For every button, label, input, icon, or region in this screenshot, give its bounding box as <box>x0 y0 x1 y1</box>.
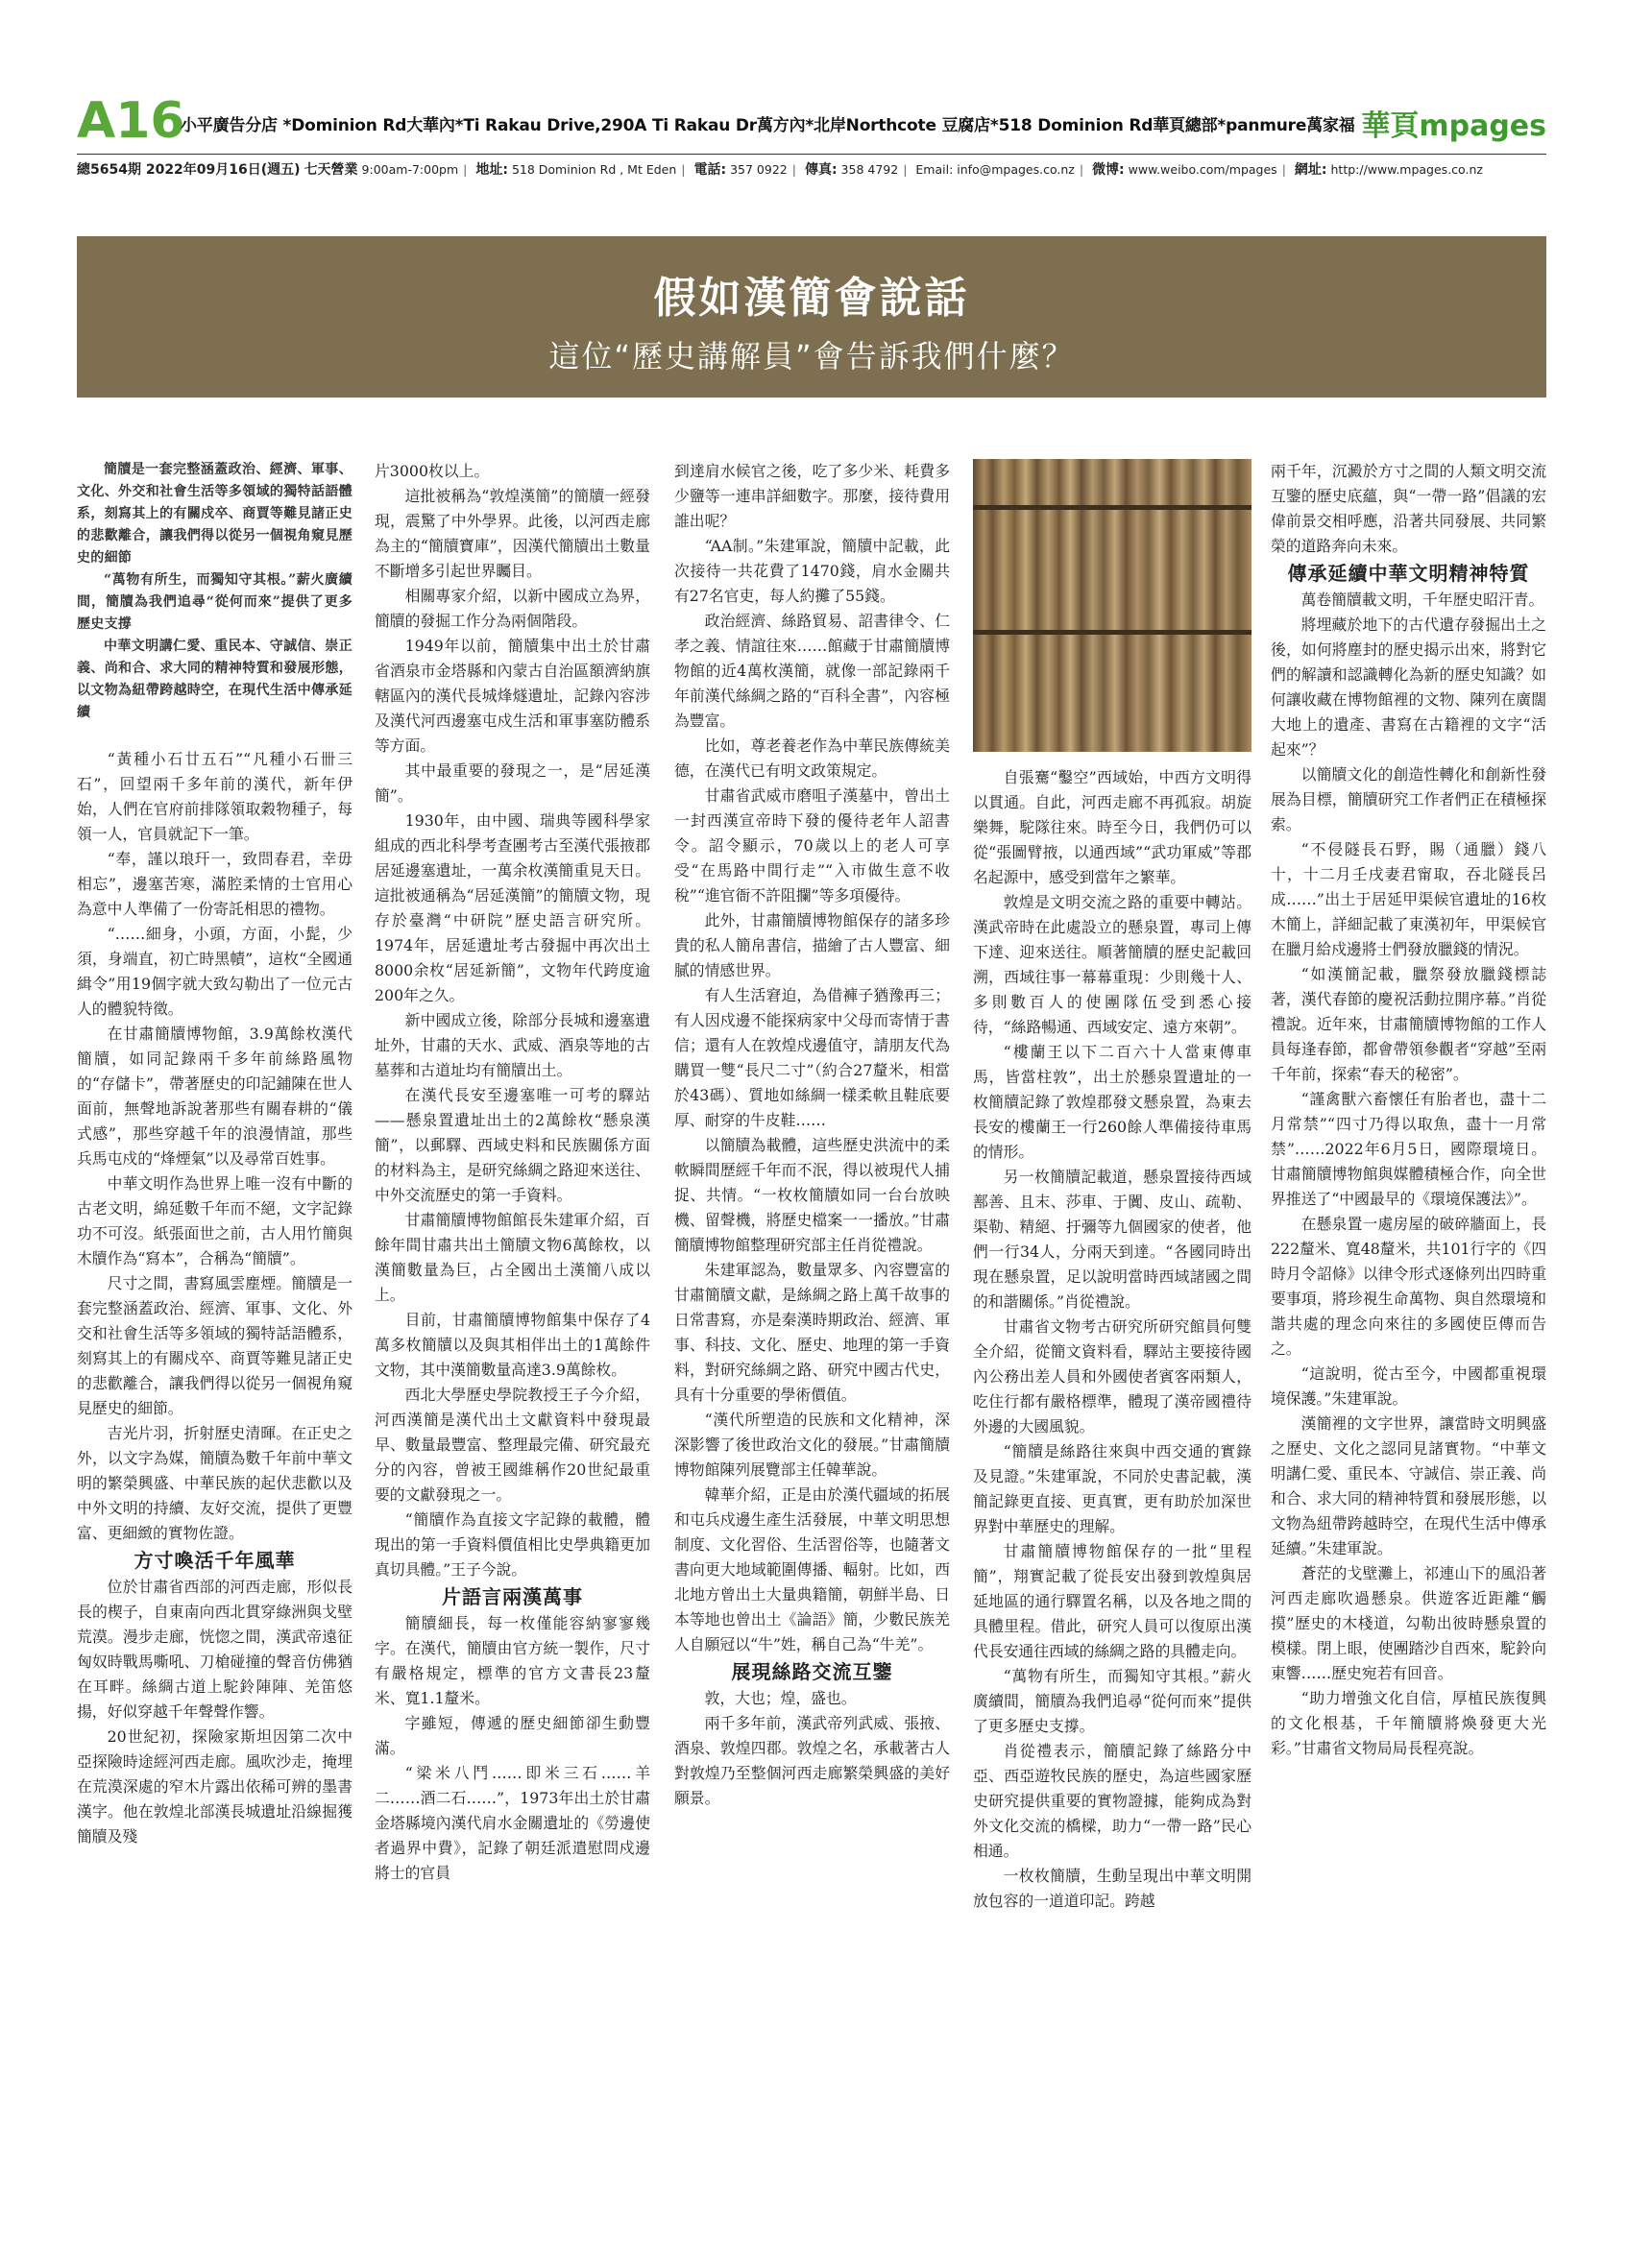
paragraph: 其中最重要的發現之一，是“居延漢簡”。 <box>375 761 650 805</box>
fax: 358 4792 <box>840 162 899 177</box>
article-subtitle: 這位“歷史講解員”會告訴我們什麼？ <box>548 338 1075 374</box>
lede-paragraph: 中華文明講仁愛、重民本、守誠信、崇正義、尚和合、求大同的精神特質和發展形態，以文物為紐帶跨越時空，在現代生活中傳承延續 <box>77 639 352 720</box>
bamboo-slips-photo <box>973 459 1251 752</box>
paragraph: 1949年以前，簡牘集中出土於甘肅省酒泉市金塔縣和內蒙古自治區額濟納旗轄區內的漢代長城烽燧遺址，記錄內容涉及漢代河西邊塞屯戍生活和軍事塞防體系等方面。 <box>375 637 650 755</box>
paragraph: 中華文明作為世界上唯一沒有中斷的古老文明，綿延數千年而不絕，文字記錄功不可沒。紙張面世之前，古人用竹簡與木牘作為“寫本”，合稱為“簡牘”。 <box>77 1174 352 1267</box>
store-banner: 小平廣告分店 *Dominion Rd大華內*Ti Rakau Drive,290A Ti Rakau Dr萬方內*北岸Northcote 豆腐店*518 Dominion Rd華頁總部*panmure萬家福 <box>181 116 1355 135</box>
paragraph: “這說明，從古至今，中國都重視環境保護。”朱建軍說。 <box>1271 1364 1546 1408</box>
paragraph: “簡牘作為直接文字記錄的載體，體現出的第一手資料價值相比史學典籍更加真切具體。”王子今說。 <box>375 1510 650 1579</box>
paragraph: “簡牘是絲路往來與中西交通的實錄及見證。”朱建軍說，不同於史書記載，漢簡記錄更直接、更真實，更有助於加深世界對中華歷史的理解。 <box>973 1442 1251 1535</box>
article-title: 假如漢簡會說話 <box>653 274 970 323</box>
email-link[interactable]: Email: info@mpages.co.nz <box>915 162 1075 177</box>
paragraph: 敦煌是文明交流之路的重要中轉站。漢武帝時在此處設立的懸泉置，專司上傳下達、迎來送往。順著簡牘的歷史記載回溯，西域往事一幕幕重現：少則幾十人、多則數百人的使團隊伍受到悉心接待，“絲路暢通、西域安定、遠方來朝”。 <box>973 893 1251 1036</box>
paragraph: 甘肅省武威市磨咀子漢墓中，曾出土一封西漢宣帝時下發的優待老年人詔書令。詔令顯示，70歲以上的老人可享受“在馬路中間行走”“入市做生意不收稅”“進官衙不許阻攔”等多項優待。 <box>674 786 950 905</box>
column-2 <box>375 459 650 2130</box>
address: 518 Dominion Rd , Mt Eden <box>511 162 677 177</box>
paragraph: “謹禽獸六畜懷任有胎者也，盡十二月常禁”“四寸乃得以取魚，盡十一月常禁”……2022年6月5日，國際環境日。甘肅簡牘博物館與媒體積極合作，向全世界推送了“中國最早的《環境保護法》”。 <box>1271 1090 1546 1208</box>
web-label: 網址: <box>1294 162 1327 178</box>
lede <box>77 459 352 724</box>
hours: 9:00am-7:00pm <box>361 162 459 177</box>
column-1 <box>77 459 352 2130</box>
paragraph: 片3000枚以上。 <box>375 462 490 480</box>
section-heading: 方寸喚活千年風華 <box>134 1549 296 1572</box>
paragraph: 西北大學歷史學院教授王子今介紹，河西漢簡是漢代出土文獻資料中發現最早、數量最豐富、整理最完備、研究最充分的內容，曾被王國維稱作20世紀最重要的文獻發現之一。 <box>375 1386 650 1504</box>
paragraph: 此外，甘肅簡牘博物館保存的諸多珍貴的私人簡帛書信，描繪了古人豐富、細膩的情感世界。 <box>674 911 950 979</box>
page-number: A16 <box>77 92 185 150</box>
phone: 357 0922 <box>730 162 788 177</box>
section-heading: 展現絲路交流互鑒 <box>731 1660 893 1683</box>
paragraph: “如漢簡記載，臘祭發放臘錢標誌著，漢代春節的慶祝活動拉開序幕。”肖從禮說。近年來，甘肅簡牘博物館的工作人員每逢春節，都會帶領參觀者“穿越”至兩千年前，探索“春天的秘密”。 <box>1271 965 1546 1083</box>
mpages-logo[interactable] <box>1361 102 1546 144</box>
title-banner <box>77 236 1546 398</box>
header-rule <box>77 154 1546 155</box>
paragraph: 目前，甘肅簡牘博物館集中保存了4萬多枚簡牘以及與其相伴出土的1萬餘件文物，其中漢簡數量高達3.9萬餘枚。 <box>375 1311 650 1379</box>
fax-label: 傳真: <box>804 162 838 178</box>
website-link[interactable]: http://www.mpages.co.nz <box>1330 162 1483 177</box>
lede-paragraph: 簡牘是一套完整涵蓋政治、經濟、軍事、文化、外交和社會生活等多領域的獨特話語體系，刻寫其上的有關戍卒、商賈等難見諸正史的悲歡離合，讓我們得以從另一個視角窺見歷史的細節 <box>77 462 352 566</box>
section-heading: 片語言兩漢萬事 <box>442 1585 583 1608</box>
paragraph: 位於甘肅省西部的河西走廊，形似長長的楔子，自東南向西北貫穿綠洲與戈壁荒漠。漫步走廊，恍惚之間，漢武帝遠征匈奴時戰馬嘶吼、刀槍碰撞的聲音仿佛猶在耳畔。絲綢古道上駝鈴陣陣、羌笛悠揚，好似穿越千年聲聲作響。 <box>77 1578 352 1721</box>
paragraph: 以簡牘為載體，這些歷史洪流中的柔軟瞬間歷經千年而不泯，得以被現代人捕捉、共情。“一枚枚簡牘如同一台台放映機、留聲機，將歷史檔案一一播放。”甘肅簡牘博物館整理研究部主任肖從禮說。 <box>674 1136 950 1254</box>
binding-cord <box>973 505 1251 510</box>
paragraph: 一枚枚簡牘，生動呈現出中華文明開放包容的一道道印記。跨越 <box>973 1867 1251 1910</box>
section-heading: 傳承延續中華文明精神特質 <box>1287 562 1530 585</box>
paragraph: “梁米八鬥……即米三石……羊二……酒二石……”，1973年出土於甘肅金塔縣境內漢代肩水金關遺址的《勞邊使者過界中費》，記錄了朝廷派遣慰問戍邊將士的官員 <box>375 1764 650 1882</box>
paragraph: 比如，尊老養老作為中華民族傳統美德，在漢代已有明文政策規定。 <box>674 736 950 780</box>
paragraph: 萬卷簡牘載文明，千年歷史昭汗青。 <box>1300 591 1544 609</box>
paragraph: 韓華介紹，正是由於漢代疆域的拓展和屯兵戍邊生產生活發展，中華文明思想制度、文化習俗、生活習俗等，也隨著文書向更大地域範圍傳播、輻射。比如，西北地方曾出土大量典籍簡，朝鮮半島、日本等地也曾出土《論語》簡，少數民族羌人自願冠以“牛”姓，稱自己為“牛羌”。 <box>674 1485 950 1653</box>
phone-label: 電話: <box>693 162 727 178</box>
logo-en: mpages <box>1419 109 1546 143</box>
paragraph: 相關專家介紹，以新中國成立為界，簡牘的發掘工作分為兩個階段。 <box>375 587 650 630</box>
paragraph: 這批被稱為“敦煌漢簡”的簡牘一經發現，震驚了中外學界。此後，以河西走廊為主的“簡牘寶庫”，因漢代簡牘出土數量不斷增多引起世界矚目。 <box>375 487 650 580</box>
paragraph: 到達肩水候官之後，吃了多少米、耗費多少鹽等一連串詳細數字。那麼，接待費用誰出呢？ <box>674 462 950 530</box>
paragraph: 吉光片羽，折射歷史清暉。在正史之外，以文字為媒，簡牘為數千年前中華文明的繁榮興盛、中華民族的起伏悲歡以及中外文明的持續、友好交流，提供了更豐富、更細緻的實物佐證。 <box>77 1424 352 1542</box>
paragraph: 朱建軍認為，數量眾多、內容豐富的甘肅簡牘文獻，是絲綢之路上萬千故事的日常書寫，亦是秦漢時期政治、經濟、軍事、科技、文化、歷史、地理的第一手資料，對研究絲綢之路、研究中國古代史，具有十分重要的學術價值。 <box>674 1261 950 1404</box>
page-header <box>77 92 1546 179</box>
column-5 <box>1271 459 1546 2130</box>
paragraph: 簡牘細長，每一枚僅能容納寥寥幾字。在漢代，簡牘由官方統一製作，尺寸有嚴格規定，標準的官方文書長23釐米、寬1.1釐米。 <box>375 1614 650 1707</box>
paragraph: 20世紀初，探險家斯坦因第二次中亞探險時途經河西走廊。風吹沙走，掩埋在荒漠深處的窄木片露出依稀可辨的墨書漢字。他在敦煌北部漢長城遺址沿線掘獲簡牘及殘 <box>77 1727 352 1846</box>
paragraph: 肖從禮表示，簡牘記錄了絲路分中亞、西亞遊牧民族的歷史，為這些國家歷史研究提供重要的實物證據，能夠成為對外文化交流的橋樑，助力“一帶一路”民心相通。 <box>973 1742 1251 1860</box>
paragraph: 尺寸之間，書寫風雲塵煙。簡牘是一套完整涵蓋政治、經濟、軍事、文化、外交和社會生活等多領域的獨特話語體系，刻寫其上的有關戍卒、商賈等難見諸正史的悲歡離合，讓我們得以從另一個視角窺見歷史的細節。 <box>77 1274 352 1417</box>
paragraph: 漢簡裡的文字世界，讓當時文明興盛之歷史、文化之認同見諸實物。“中華文明講仁愛、重民本、守誠信、崇正義、尚和合、求大同的精神特質和發展形態，以文物為紐帶跨越時空，在現代生活中傳承延續。”朱建軍說。 <box>1271 1414 1546 1557</box>
paragraph: 甘肅省文物考古研究所研究館員何雙全介紹，從簡文資料看，驛站主要接待國內公務出差人員和外國使者賓客兩類人，吃住行都有嚴格標準，體現了漢帝國禮待外邊的大國風貌。 <box>973 1317 1251 1436</box>
logo-cn: 華頁 <box>1361 109 1420 143</box>
paragraph: 將埋藏於地下的古代遺存發掘出土之後，如何將塵封的歷史揭示出來，將對它們的解讀和認識轉化為新的歷史知識？如何讓收藏在博物館裡的文物、陳列在廣闊大地上的遺產、書寫在古籍裡的文字“活起來”？ <box>1271 615 1546 759</box>
paragraph: “奉，謹以琅玕一，致問春君，幸毋相忘”，邊塞苦寒，滿腔柔情的士官用心為意中人準備了一份寄託相思的禮物。 <box>77 850 352 918</box>
paragraph: “……細身，小頭，方面，小髭，少須，身端直，初亡時黑幘”，這枚“全國通緝令”用19個字就大致勾勒出了一位元古人的體貌特徵。 <box>77 925 352 1018</box>
paragraph: “樓蘭王以下二百六十人當東傳車馬，皆當柱敦”，出土於懸泉置遺址的一枚簡牘記錄了敦煌郡發文懸泉置，為東去長安的樓蘭王一行260餘人準備接待車馬的情形。 <box>973 1043 1251 1161</box>
paragraph: “萬物有所生，而獨知守其根。”薪火廣續間，簡牘為我們追尋“從何而來”提供了更多歷史支撐。 <box>973 1667 1251 1735</box>
paragraph: 蒼茫的戈壁灘上，祁連山下的風沿著河西走廊吹過懸泉。供遊客近距離“觸摸”歷史的木棧道，勾勒出彼時懸泉置的模樣。閉上眼，使團踏沙自西來，駝鈴向東響……歷史宛若有回音。 <box>1271 1564 1546 1682</box>
paragraph: 以簡牘文化的創造性轉化和創新性發展為目標，簡牘研究工作者們正在積極探索。 <box>1271 765 1546 833</box>
lede-paragraph: “萬物有所生，而獨知守其根。”薪火廣續間，簡牘為我們追尋“從何而來”提供了更多歷史支撐 <box>77 572 352 632</box>
paragraph: 在懸泉置一處房屋的破碎牆面上，長222釐米、寬48釐米，共101行字的《四時月令詔條》以律令形式逐條列出四時重要事項，將珍視生命萬物、與自然環境和諧共處的理念向來往的多國使臣傳而告之。 <box>1271 1215 1546 1358</box>
column-4 <box>973 459 1251 2130</box>
paragraph: 甘肅簡牘博物館館長朱建軍介紹，百餘年間甘肅共出土簡牘文物6萬餘枚，以漢簡數量為巨，占全國出土漢簡八成以上。 <box>375 1211 650 1304</box>
paragraph: 兩千多年前，漢武帝列武威、張掖、酒泉、敦煌四郡。敦煌之名，承載著古人對敦煌乃至整個河西走廊繁榮興盛的美好願景。 <box>674 1714 950 1807</box>
paragraph: “助力增強文化自信，厚植民族復興的文化根基，千年簡牘將煥發更大光彩。”甘肅省文物局局長程亮說。 <box>1271 1689 1546 1757</box>
address-label: 地址: <box>475 162 508 178</box>
paragraph: “漢代所塑造的民族和文化精神，深深影響了後世政治文化的發展。”甘肅簡牘博物館陳列展覽部主任韓華說。 <box>674 1411 950 1479</box>
paragraph: 政治經濟、絲路貿易、詔書律令、仁孝之義、情誼往來……館藏于甘肅簡牘博物館的近4萬枚漢簡，就像一部記錄兩千年前漢代絲綢之路的“百科全書”，內容極為豐富。 <box>674 612 950 730</box>
paragraph: 新中國成立後，除部分長城和邊塞遺址外，甘肅的天水、武威、酒泉等地的古墓葬和古道址均有簡牘出土。 <box>375 1011 650 1079</box>
paragraph: 敦，大也；煌，盛也。 <box>704 1689 857 1707</box>
paragraph: “不侵隧長石野，賜（通臘）錢八十，十二月壬戌妻君甯取，吞北隧長呂成……”出土于居延甲渠候官遺址的16枚木簡上，詳細記載了東漢初年，甲渠候官在臘月給戍邊將士們發放臘錢的情況。 <box>1271 840 1546 958</box>
paragraph: 字雖短，傳遞的歷史細節卻生動豐滿。 <box>375 1714 650 1757</box>
info-line: 總5654期 2022年09月16日(週五) 七天營業 9:00am-7:00pm | 地址: 518 Dominion Rd , Mt Eden | 電話: 357 0922 | 傳真: 358 4792 | Email: info@mpages.co.nz | 微博: www.weibo.com/mpages | 網址: http://www.mpages.co.nz <box>77 162 1483 178</box>
weibo-label: 微博: <box>1092 162 1125 178</box>
weibo-link[interactable]: www.weibo.com/mpages <box>1128 162 1277 177</box>
paragraph: 兩千年，沉澱於方寸之間的人類文明交流互鑒的歷史底蘊，與“一帶一路”倡議的宏偉前景交相呼應，沿著共同發展、共同繁榮的道路奔向未來。 <box>1271 462 1546 555</box>
issue-date: 總5654期 2022年09月16日(週五) <box>77 162 301 178</box>
hours-label: 七天營業 <box>304 162 358 178</box>
binding-cord <box>973 630 1251 635</box>
paragraph: 另一枚簡牘記載道，懸泉置接待西域鄯善、且末、莎車、于闐、皮山、疏勒、渠勒、精絕、扜彌等九個國家的使者，他們一行34人，分兩天到達。“各國同時出現在懸泉置，足以說明當時西域諸國之間的和諧關係。”肖從禮說。 <box>973 1168 1251 1311</box>
paragraph: 有人生活窘迫，為借褲子猶豫再三；有人因戍邊不能探病家中父母而寄情于書信；還有人在敦煌戍邊值守，請朋友代為購買一雙“長尺二寸”（約合27釐米，相當於43碼）、質地如絲綢一樣柔軟且鞋底要厚、耐穿的牛皮鞋…… <box>674 986 950 1129</box>
paragraph: 自張騫“鑿空”西域始，中西方文明得以貫通。自此，河西走廊不再孤寂。胡旋樂舞，駝隊往來。時至今日，我們仍可以從“張圖臂掖，以通西域”“武功軍威”等郡名起源中，感受到當年之繁華。 <box>973 768 1251 886</box>
paragraph: 甘肅簡牘博物館保存的一批“里程簡”，翔實記載了從長安出發到敦煌與居延地區的通行驛置名稱，以及各地之間的具體里程。借此，研究人員可以復原出漢代長安通往西域的絲綢之路的具體走向。 <box>973 1542 1251 1660</box>
paragraph: 1930年，由中國、瑞典等國科學家組成的西北科學考查團考古至漢代張掖郡居延邊塞遺址，一萬余枚漢簡重見天日。這批被通稱為“居延漢簡”的簡牘文物，現存於臺灣“中研院”歷史語言研究所。1974年，居延遺址考古發掘中再次出土8000余枚“居延新簡”，文物年代跨度逾200年之久。 <box>375 811 650 1004</box>
paragraph: “黃種小石廿五石”“凡種小石卌三石”，回望兩千多年前的漢代，新年伊始，人們在官府前排隊領取穀物種子，每領一人，官員就記下一筆。 <box>77 750 352 843</box>
column-3 <box>674 459 950 2130</box>
paragraph: “AA制。”朱建軍說，簡牘中記載，此次接待一共花費了1470錢，肩水金關共有27名官吏，每人約攤了55錢。 <box>674 537 950 605</box>
paragraph: 在漢代長安至邊塞唯一可考的驛站——懸泉置遺址出土的2萬餘枚“懸泉漢簡”，以郵驛、西域史料和民族關係方面的材料為主，是研究絲綢之路迎來送往、中外交流歷史的第一手資料。 <box>375 1086 650 1204</box>
paragraph: 在甘肅簡牘博物館，3.9萬餘枚漢代簡牘，如同記錄兩千多年前絲路風物的“存儲卡”，帶著歷史的印記鋪陳在世人面前，無聲地訴說著那些有關春耕的“儀式感”，那些穿越千年的浪漫情誼，那些兵馬屯戍的“烽煙氣”以及尋常百姓事。 <box>77 1025 352 1168</box>
